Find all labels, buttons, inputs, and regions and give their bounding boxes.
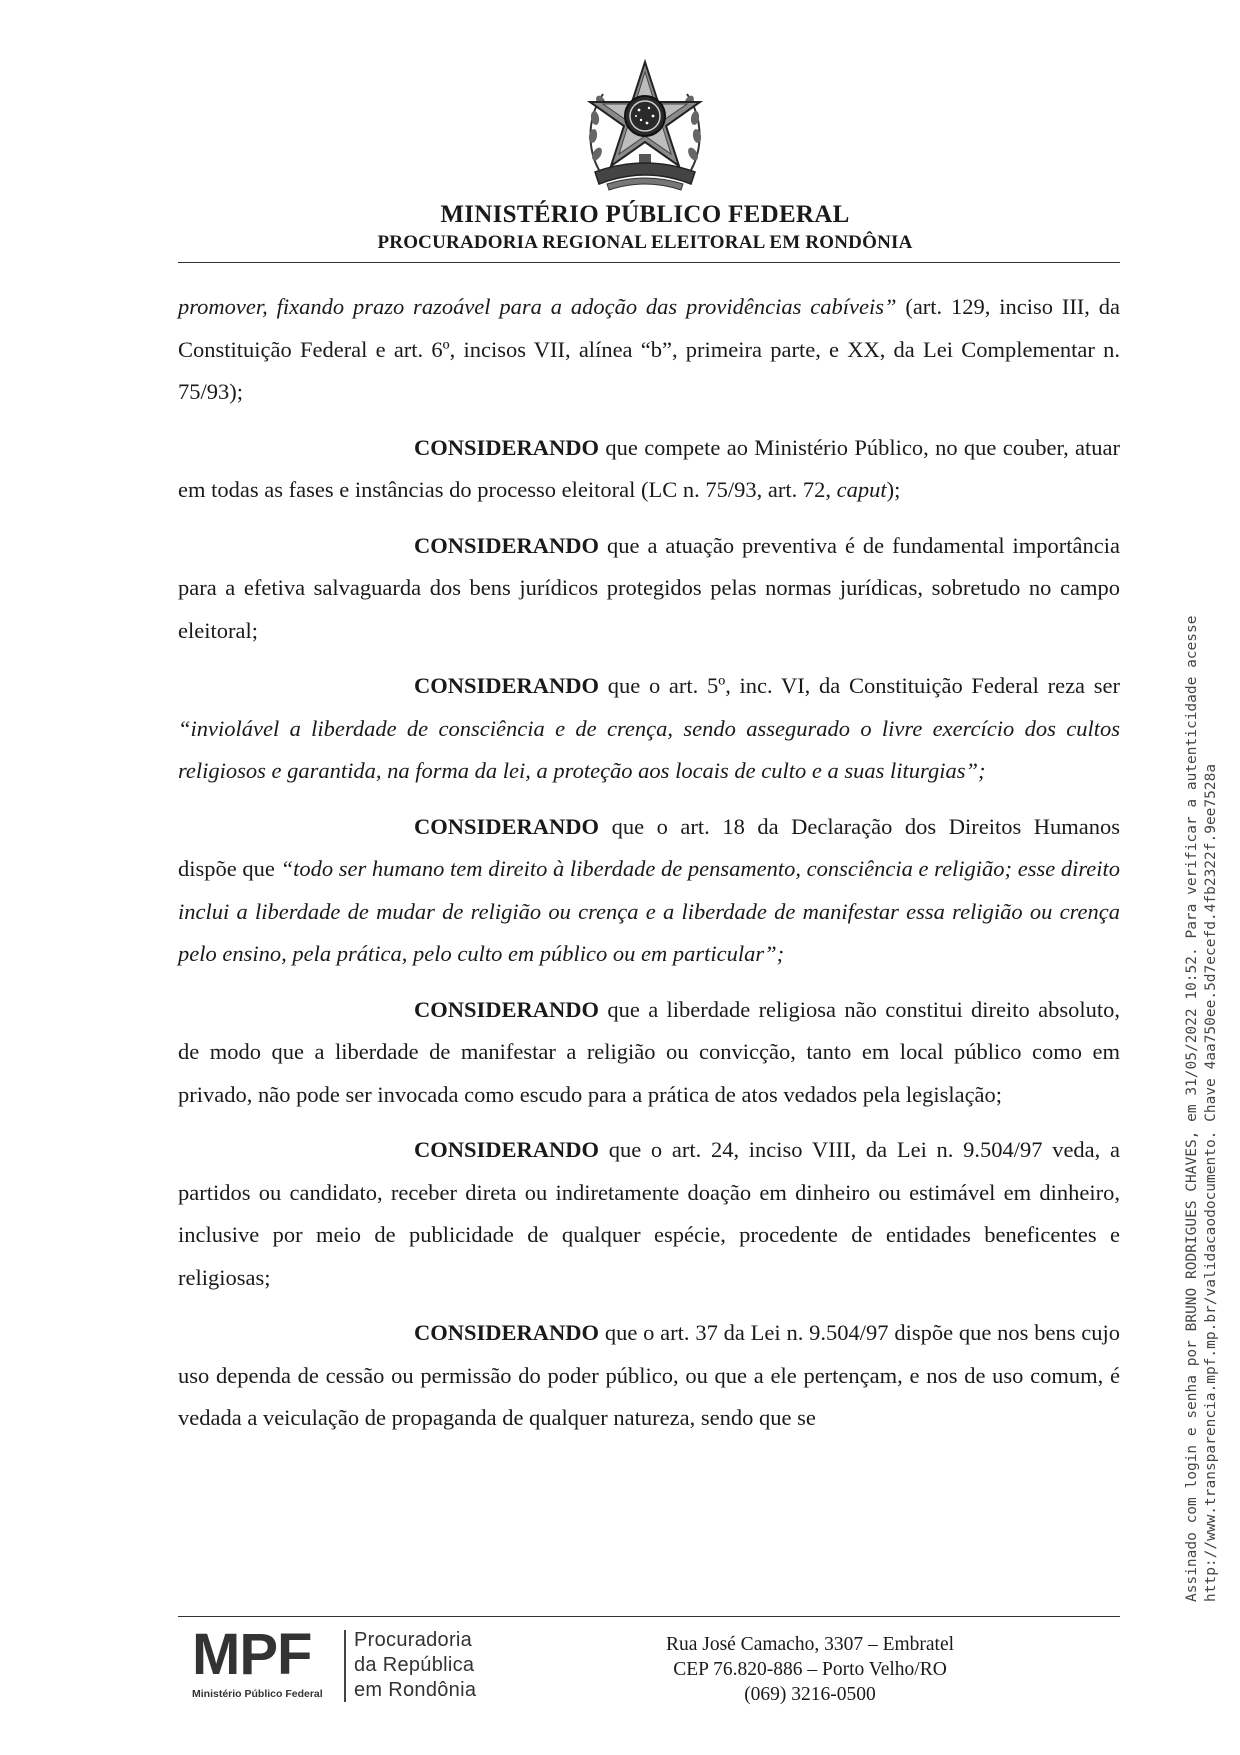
paragraph-considerando (178, 427, 1120, 512)
keyword: CONSIDERANDO (414, 532, 600, 558)
keyword: CONSIDERANDO (414, 1320, 600, 1345)
paragraph-text: que o art. 37 da Lei n. 9.504/97 dispõe que nos bens cujo uso dependa de cessão ou permissão do poder público, ou que a ele pertençam, e nos de uso comum, é vedada a veiculação de propaganda de qualquer natureza, sendo que se (178, 1320, 1120, 1430)
address-postal: CEP 76.820-886 – Porto Velho/RO (673, 1659, 947, 1680)
paragraph-considerando (178, 525, 1120, 653)
mpf-logo-mark: MPF (192, 1622, 312, 1687)
logo-line: em Rondônia (354, 1679, 477, 1701)
department-name: PROCURADORIA REGIONAL ELEITORAL EM RONDÔNIA (377, 232, 913, 253)
footer-divider (178, 1616, 1120, 1617)
paragraph-italic: “todo ser humano tem direito à liberdade de pensamento, consciência e religião; esse direito inclui a liberdade de mudar de religião ou crença e a liberdade de manifestar essa religião ou crença pelo ensino, pela prática, pelo culto em público ou em particular”; (178, 856, 1121, 966)
address-street: Rua José Camacho, 3307 – Embratel (665, 1634, 955, 1655)
signature-line: Assinado com login e senha por BRUNO RODRIGUES CHAVES, em 31/05/2022 10:52. Para verificar a autenticidade acesse (1184, 615, 1200, 1602)
paragraph-considerando (178, 806, 1120, 976)
signature-verification-note (1183, 452, 1221, 1602)
verification-url-line: http://www.transparencia.mpf.mp.br/validacaodocumento. Chave 4aa750ee.5d7ecefd.4fb2322f.9ee7528a (1203, 763, 1219, 1602)
keyword: CONSIDERANDO (414, 673, 600, 698)
paragraph-text: que o art. 24, inciso VIII, da Lei n. 9.504/97 veda, a partidos ou candidato, receber direta ou indiretamente doação em dinheiro ou estimável em dinheiro, inclusive por meio de publicidade de qualquer espécie, procedente de entidades beneficentes e religiosas; (178, 1137, 1120, 1290)
institution-name: MINISTÉRIO PÚBLICO FEDERAL (440, 201, 850, 228)
logo-line: Procuradoria (354, 1629, 473, 1651)
paragraph-text: que a atuação preventiva é de fundamental importância para a efetiva salvaguarda dos bens jurídicos protegidos pelas normas jurídicas, sobretudo no campo eleitoral; (178, 532, 1120, 643)
paragraph-considerando (178, 989, 1120, 1117)
paragraph-italic: caput (836, 477, 887, 502)
keyword: CONSIDERANDO (414, 813, 600, 839)
paragraph-text: que o art. 18 da Declaração dos Direitos Humanos dispõe que (178, 813, 1120, 881)
paragraph-text: que a liberdade religiosa não constitui direito absoluto, de modo que a liberdade de manifestar a religião ou convicção, tanto em local público como em privado, não pode ser invocada como escudo para a prática de atos vedados pela legislação; (178, 996, 1120, 1107)
paragraph-text: que o art. 5º, inc. VI, da Constituição Federal reza ser (599, 673, 1120, 698)
document-body (178, 286, 1120, 1453)
header-divider (178, 262, 1120, 263)
keyword: CONSIDERANDO (414, 996, 600, 1022)
paragraph-text: (art. 129, inciso III, da Constituição Federal e art. 6º, incisos VII, alínea “b”, primeira parte, e XX, da Lei Complementar n. 75/93); (178, 294, 1121, 404)
coat-of-arms-icon (581, 58, 709, 194)
paragraph-tail: ); (886, 477, 901, 502)
mpf-logo (192, 1622, 492, 1706)
mpf-logo-text (354, 1628, 476, 1703)
logo-line: da República (354, 1654, 475, 1676)
address-phone: (069) 3216-0500 (744, 1684, 876, 1705)
mpf-logo-caption: Ministério Público Federal (192, 1688, 323, 1700)
paragraph-continuation (178, 286, 1120, 414)
paragraph-text: que compete ao Ministério Público, no que couber, atuar em todas as fases e instâncias do processo eleitoral (LC n. 75/93, art. 72, (178, 434, 1120, 502)
paragraph-considerando (178, 1129, 1120, 1299)
page-header (0, 0, 1240, 270)
keyword: CONSIDERANDO (414, 1137, 600, 1162)
paragraph-considerando (178, 1312, 1120, 1440)
paragraph-italic: “inviolável a liberdade de consciência e de crença, sendo assegurado o livre exercício dos cultos religiosos e garantida, na forma da lei, a proteção aos locais de culto e a suas liturgias”; (178, 715, 1120, 783)
keyword: CONSIDERANDO (414, 434, 600, 460)
logo-divider (344, 1630, 346, 1702)
paragraph-considerando (178, 665, 1120, 793)
paragraph-italic: promover, fixando prazo razoável para a adoção das providências cabíveis” (178, 294, 897, 319)
footer-address (620, 1632, 1000, 1707)
